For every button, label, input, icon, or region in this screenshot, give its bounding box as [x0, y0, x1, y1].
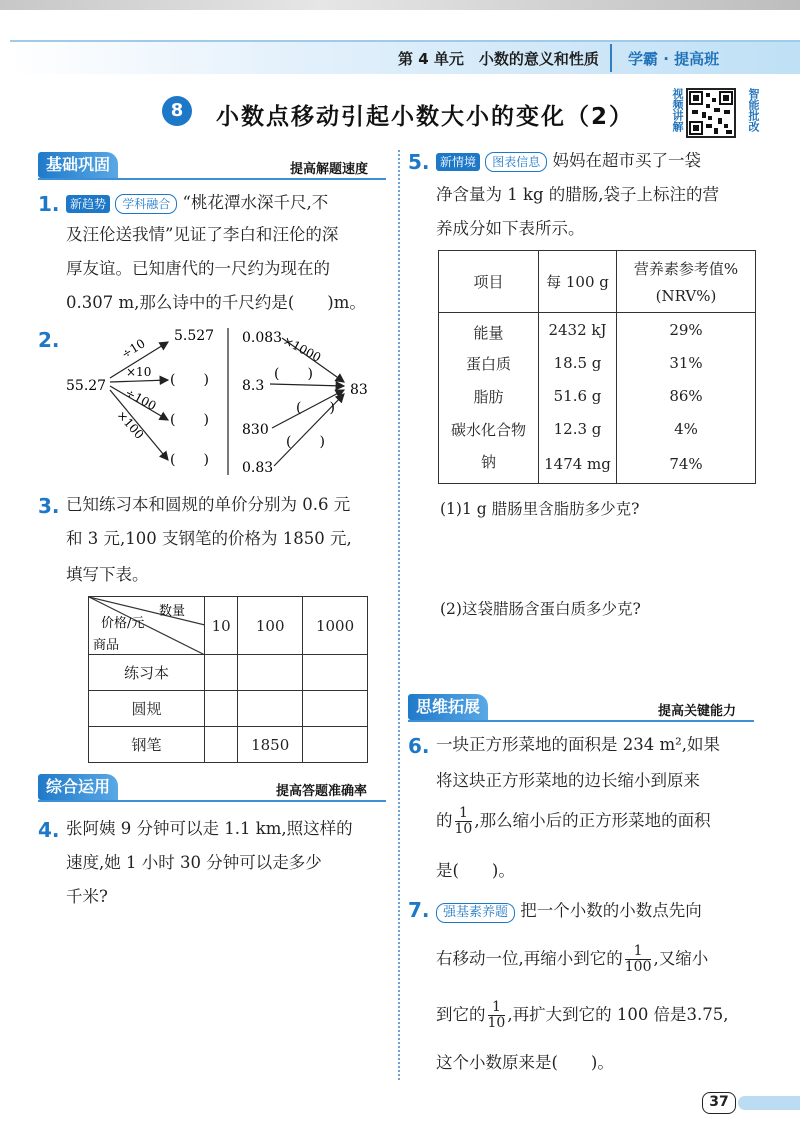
table-corner-cell	[89, 597, 205, 655]
table-row	[439, 413, 756, 446]
table-row	[89, 655, 368, 691]
q6-line-1: 一块正方形菜地的面积是 234 m²,如果	[436, 735, 720, 754]
answer-cell[interactable]	[205, 655, 238, 691]
q6-line-4: 是( )。	[436, 861, 515, 880]
nutrient-nrv: 31%	[617, 347, 756, 380]
answer-cell[interactable]	[238, 691, 303, 727]
section-underline	[408, 720, 754, 722]
question-number: 2.	[38, 328, 60, 352]
q2-blank: ( )	[286, 434, 325, 450]
tag-chart-info: 图表信息	[485, 152, 547, 172]
corner-price: 价格/元	[101, 616, 145, 631]
answer-cell[interactable]	[303, 727, 368, 763]
table-row	[439, 380, 756, 413]
q1-line-4: 0.307 m,那么诗中的千尺约是( )m。	[66, 293, 366, 312]
q2-arrow-diagram	[60, 320, 390, 480]
q7-text: ,又缩小	[653, 949, 709, 968]
q5-sub-1: (1)1 g 腊肠里含脂肪多少克?	[440, 500, 640, 518]
page-number: 37	[702, 1092, 736, 1114]
nutrient-name: 脂肪	[473, 387, 504, 406]
q2-result-1: 5.527	[174, 328, 215, 344]
nutrient-name: 蛋白质	[465, 354, 511, 373]
table-header-nrv	[617, 251, 756, 313]
answer-cell[interactable]	[205, 691, 238, 727]
q5-line-1	[436, 150, 701, 172]
numerator: 1	[455, 806, 473, 822]
denominator: 10	[454, 821, 473, 837]
q5-text: 妈妈在超市买了一袋	[552, 151, 702, 170]
q1-line-1	[66, 192, 328, 214]
table-header: 100	[238, 597, 303, 655]
answer-cell[interactable]	[238, 655, 303, 691]
question-number: 3.	[38, 494, 60, 518]
lesson-title: 小数点移动引起小数大小的变化（2）	[216, 104, 635, 130]
q3-line-3: 填写下表。	[66, 565, 149, 584]
corner-quantity: 数量	[159, 604, 186, 619]
page-band	[738, 1096, 800, 1110]
q3-price-table	[88, 596, 368, 763]
fraction	[488, 1000, 506, 1031]
q1-line-2: 及汪伦送我情”见证了李白和汪伦的深	[66, 225, 339, 244]
table-header: 每 100 g	[539, 251, 617, 313]
tag-new-context: 新情境	[436, 153, 480, 171]
q2-blank: ( )	[170, 452, 209, 468]
section-subtitle: 提高答题准确率	[276, 784, 368, 799]
table-row	[439, 347, 756, 380]
q4-line-1: 张阿姨 9 分钟可以走 1.1 km,照这样的	[66, 819, 353, 838]
q3-line-2: 和 3 元,100 支钢笔的价格为 1850 元,	[66, 529, 352, 548]
q2-target: 83	[350, 382, 368, 398]
row-label: 钢笔	[89, 727, 205, 763]
top-photo-edge	[0, 0, 800, 10]
q2-op-mul100: ×100	[114, 407, 147, 442]
q7-line-3	[436, 1000, 729, 1031]
q5-nutrition-table	[438, 250, 756, 484]
tag-new-trend: 新趋势	[66, 195, 110, 213]
lesson-number-badge: 8	[162, 96, 192, 126]
question-number: 7.	[408, 898, 430, 922]
q6-line-2: 将这块正方形菜地的边长缩小到原来	[436, 771, 700, 790]
nrv-sub: (NRV%)	[655, 287, 717, 305]
section-title-thinking: 思维拓展	[408, 694, 488, 720]
qr-label-left: 视频讲解	[671, 88, 684, 132]
q6-line-3	[436, 806, 711, 837]
table-header: 1000	[303, 597, 368, 655]
nutrient-amount: 1474 mg	[539, 446, 617, 484]
q2-blank: ( )	[170, 412, 209, 428]
q1-text: “桃花潭水深千尺,不	[182, 193, 329, 212]
nutrient-nrv: 86%	[617, 380, 756, 413]
q4-line-2: 速度,她 1 小时 30 分钟可以走多少	[66, 853, 322, 872]
q7-text: 右移动一位,再缩小到它的	[436, 949, 623, 968]
q2-blank: ( )	[170, 372, 209, 388]
q1-line-3: 厚友谊。已知唐代的一尺约为现在的	[66, 259, 330, 278]
q7-text: 到它的	[436, 1005, 486, 1024]
table-row	[439, 446, 756, 484]
q7-line-1	[436, 900, 702, 923]
table-header: 10	[205, 597, 238, 655]
nrv-title: 营养素参考值%	[633, 260, 739, 278]
section-subtitle: 提高关键能力	[658, 704, 737, 719]
q5-sub-2: (2)这袋腊肠含蛋白质多少克?	[440, 600, 641, 618]
q3-line-1: 已知练习本和圆规的单价分别为 0.6 元	[66, 495, 351, 514]
q4-line-3: 千米?	[66, 887, 108, 906]
arrow-line	[110, 380, 168, 382]
table-row	[89, 691, 368, 727]
row-label: 圆规	[89, 691, 205, 727]
q6-text: 的	[436, 811, 453, 830]
q7-text: ,再扩大到它的 100 倍是3.75,	[507, 1005, 729, 1024]
section-title-basic: 基础巩固	[38, 152, 118, 178]
answer-cell[interactable]	[303, 691, 368, 727]
answer-cell[interactable]	[205, 727, 238, 763]
q2-right-v4: 0.83	[242, 460, 274, 476]
q2-op-div10: ÷10	[118, 336, 148, 362]
numerator: 1	[625, 944, 652, 960]
question-number: 4.	[38, 818, 60, 842]
nutrient-name: 能量	[473, 324, 504, 343]
nutrient-nrv: 4%	[617, 413, 756, 446]
nutrient-amount: 51.6 g	[539, 380, 617, 413]
q2-right-v3: 830	[242, 422, 269, 438]
row-label: 练习本	[89, 655, 205, 691]
nutrient-name: 钠	[480, 452, 496, 471]
nutrient-name: 碳水化合物	[450, 420, 526, 439]
q7-text: 把一个小数的小数点先向	[520, 901, 702, 920]
qr-code-icon[interactable]	[686, 88, 736, 138]
table-row	[439, 313, 756, 347]
answer-cell[interactable]	[303, 655, 368, 691]
denominator: 10	[487, 1015, 506, 1031]
q7-line-4: 这个小数原来是( )。	[436, 1053, 614, 1072]
header-separator	[610, 44, 612, 72]
q2-left-start: 55.27	[66, 378, 107, 394]
q2-op-mul10: ×10	[126, 365, 152, 379]
arrow-line	[270, 384, 344, 386]
q2-right-v2: 8.3	[242, 378, 265, 394]
qr-label-right: 智能批改	[747, 88, 760, 132]
nutrient-nrv: 29%	[617, 313, 756, 347]
q2-op-mul1000: ×1000	[280, 333, 324, 365]
table-header: 项目	[439, 251, 539, 313]
numerator: 1	[488, 1000, 506, 1016]
q2-blank: ( )	[296, 400, 335, 416]
q6-text: ,那么缩小后的正方形菜地的面积	[474, 811, 711, 830]
unit-title: 第 4 单元 小数的意义和性质	[398, 50, 599, 68]
denominator: 100	[624, 959, 652, 975]
q2-op-div100: ÷100	[122, 385, 159, 414]
q5-line-3: 养成分如下表所示。	[436, 219, 585, 238]
nutrient-amount: 2432 kJ	[539, 313, 617, 347]
nutrient-amount: 18.5 g	[539, 347, 617, 380]
table-row	[89, 727, 368, 763]
section-subtitle: 提高解题速度	[290, 162, 369, 177]
question-number: 1.	[38, 192, 60, 216]
q7-line-2	[436, 944, 708, 975]
section-underline	[38, 178, 386, 180]
q2-blank: ( )	[274, 366, 313, 382]
tag-interdisciplinary: 学科融合	[115, 194, 177, 214]
section-underline	[38, 800, 386, 802]
nutrient-amount: 12.3 g	[539, 413, 617, 446]
column-divider	[398, 150, 400, 1080]
nutrient-nrv: 74%	[617, 446, 756, 484]
q5-line-2: 净含量为 1 kg 的腊肠,袋子上标注的营	[436, 185, 720, 204]
fraction	[625, 944, 652, 975]
section-title-application: 综合运用	[38, 774, 118, 800]
brand-label: 学霸 · 提高班	[628, 50, 720, 68]
answer-cell[interactable]: 1850	[238, 727, 303, 763]
q2-right-v1: 0.083	[242, 330, 283, 346]
question-number: 5.	[408, 150, 430, 174]
corner-item: 商品	[93, 638, 120, 653]
tag-core-literacy: 强基素养题	[436, 903, 515, 923]
fraction	[455, 806, 473, 837]
question-number: 6.	[408, 734, 430, 758]
